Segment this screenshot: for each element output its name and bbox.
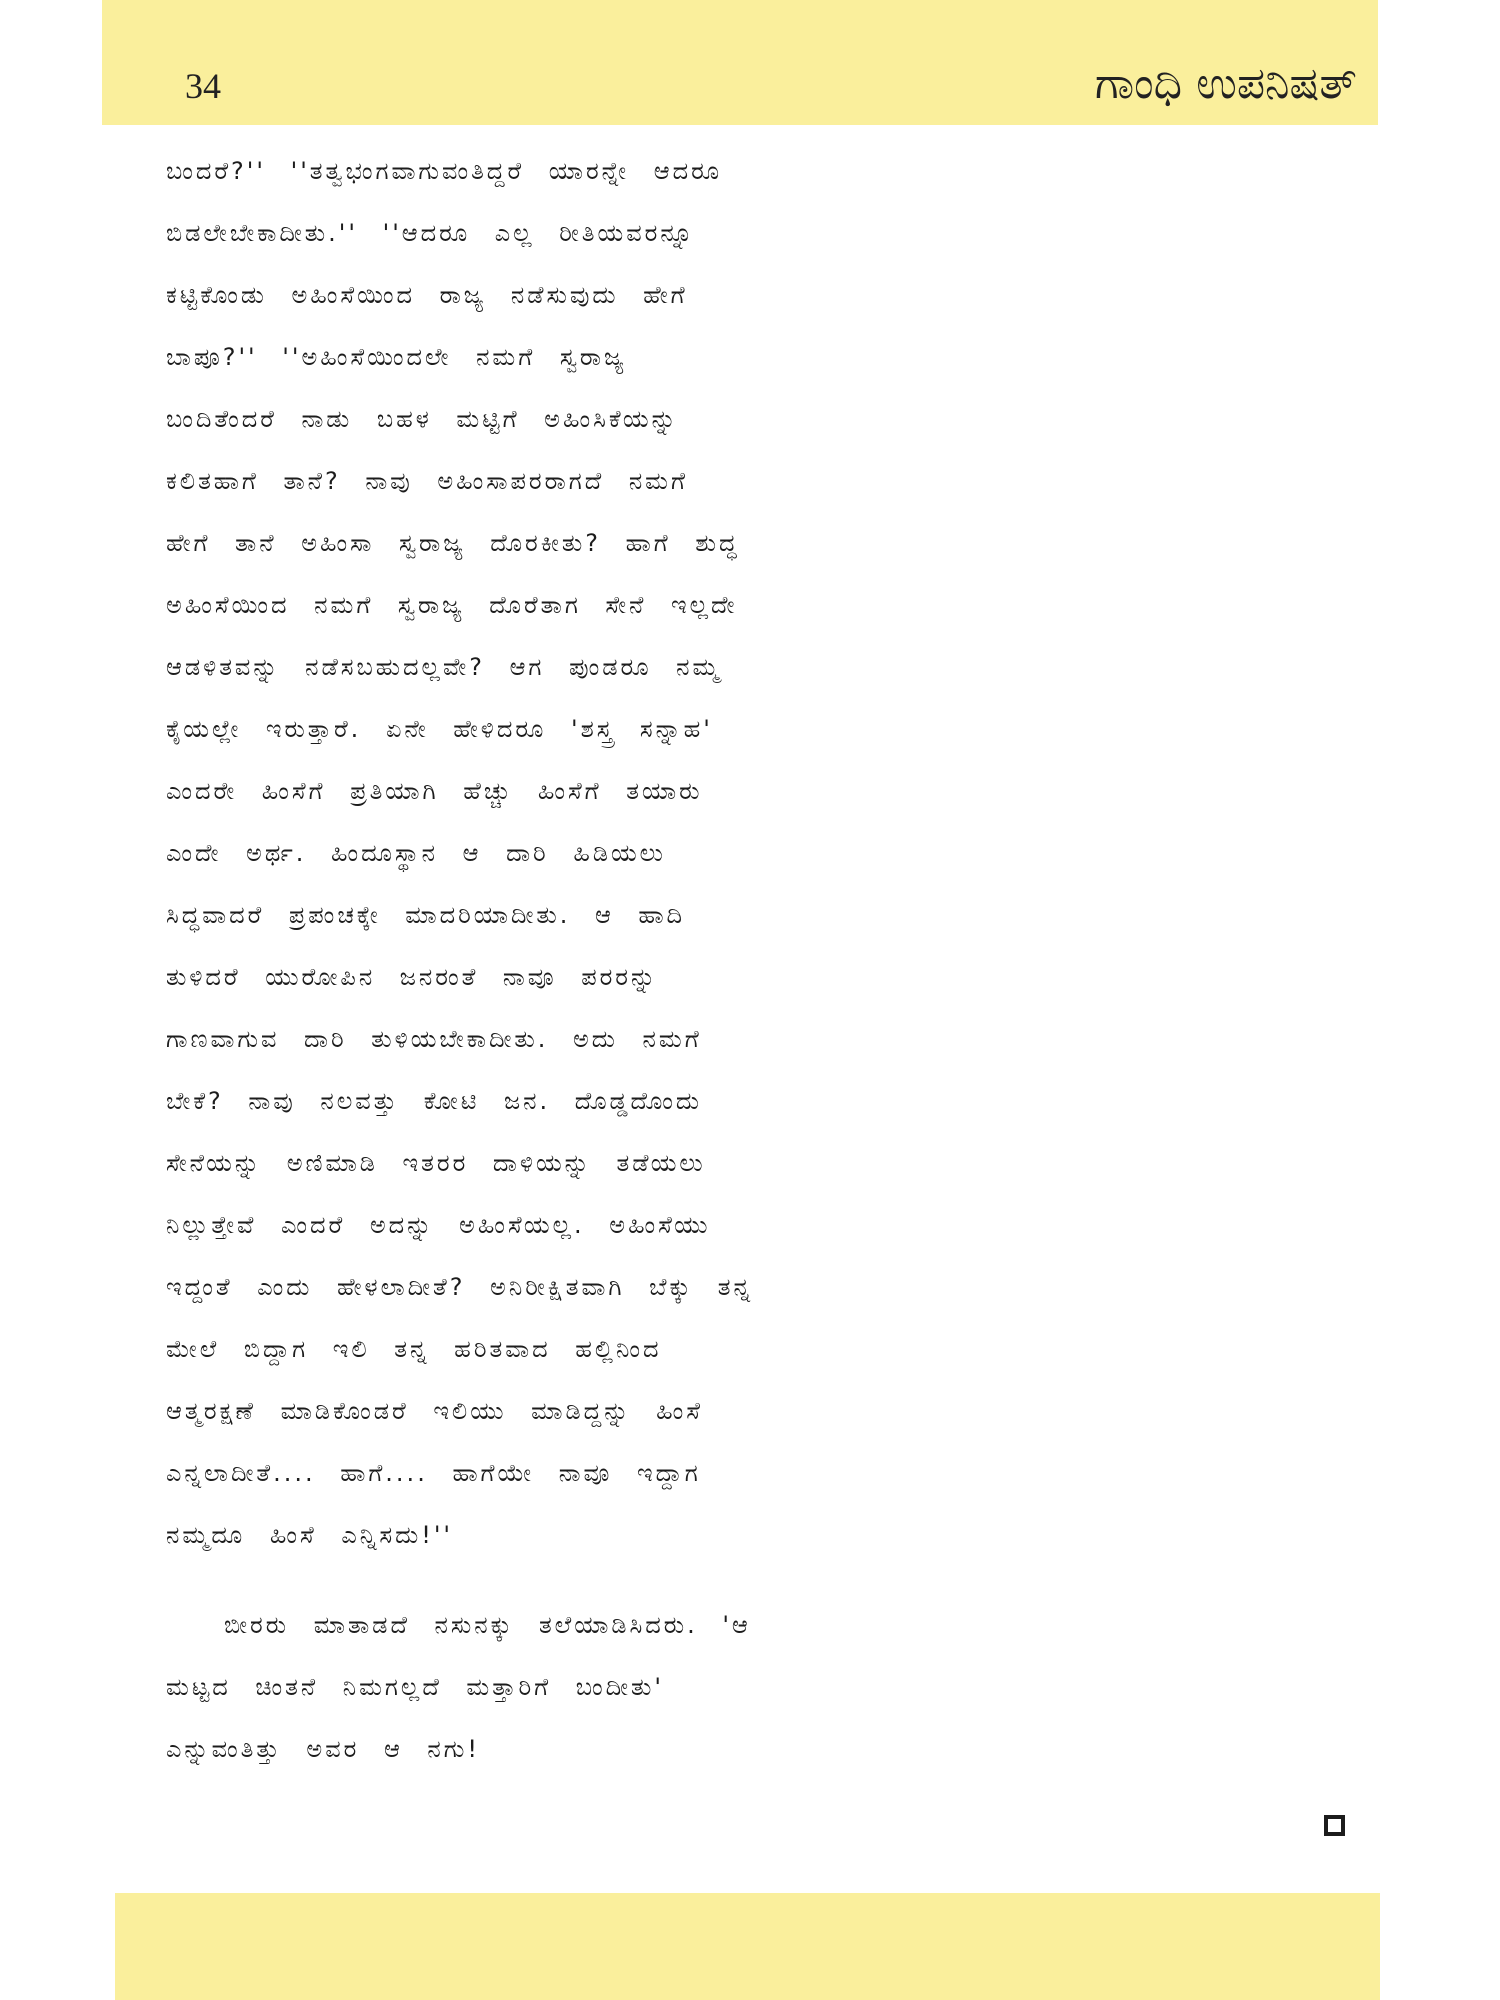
text-line: ಕಟ್ಟಿಕೊಂಡು ಅಹಿಂಸೆಯಿಂದ ರಾಜ್ಯ ನಡೆಸುವುದು ಹೇಗೆ — [166, 281, 688, 309]
text-line: ನಮ್ಮದೂ ಹಿಂಸೆ ಎನ್ನಿಸದು!'' — [166, 1521, 454, 1549]
end-of-chapter-mark — [1324, 1815, 1345, 1836]
text-line: ಕೈಯಲ್ಲೇ ಇರುತ್ತಾರೆ. ಏನೇ ಹೇಳಿದರೂ 'ಶಸ್ತ್ರ ಸನ್ನಾಹ' — [166, 715, 713, 743]
text-line: ಎಂದೇ ಅರ್ಥ. ಹಿಂದೂಸ್ಥಾನ ಆ ದಾರಿ ಹಿಡಿಯಲು — [166, 839, 666, 867]
text-line: ಮಟ್ಟದ ಚಿಂತನೆ ನಿಮಗಲ್ಲದೆ ಮತ್ತಾರಿಗೆ ಬಂದೀತು' — [166, 1673, 664, 1701]
text-line: ಹೇಗೆ ತಾನೆ ಅಹಿಂಸಾ ಸ್ವರಾಜ್ಯ ದೊರಕೀತು? ಹಾಗೆ ಶುದ್ಧ — [166, 529, 740, 557]
text-line: ಬಾಪೂ?'' ''ಅಹಿಂಸೆಯಿಂದಲೇ ನಮಗೆ ಸ್ವರಾಜ್ಯ — [166, 343, 627, 371]
text-line: ನಿಲ್ಲುತ್ತೇವೆ ಎಂದರೆ ಅದನ್ನು ಅಹಿಂಸೆಯಲ್ಲ. ಅಹಿಂಸೆಯು — [166, 1211, 711, 1239]
text-line: ಬಿಡಲೇಬೇಕಾದೀತು.'' ''ಆದರೂ ಎಲ್ಲ ರೀತಿಯವರನ್ನೂ — [166, 219, 696, 247]
text-line: ತುಳಿದರೆ ಯುರೋಪಿನ ಜನರಂತೆ ನಾವೂ ಪರರನ್ನು — [166, 963, 659, 991]
text-line: ಮೇಲೆ ಬಿದ್ದಾಗ ಇಲಿ ತನ್ನ ಹರಿತವಾದ ಹಲ್ಲಿನಿಂದ — [166, 1335, 662, 1363]
text-line: ಕಲಿತಹಾಗೆ ತಾನೆ? ನಾವು ಅಹಿಂಸಾಪರರಾಗದೆ ನಮಗೆ — [166, 467, 688, 495]
body-text — [166, 140, 1376, 1780]
text-line: ಎಂದರೇ ಹಿಂಸೆಗೆ ಪ್ರತಿಯಾಗಿ ಹೆಚ್ಚು ಹಿಂಸೆಗೆ ತಯಾರು — [166, 777, 703, 805]
running-title: ಗಾಂಧಿ ಉಪನಿಷತ್ — [1094, 58, 1357, 109]
paragraph — [166, 140, 1376, 1566]
text-line: ಎನ್ನಲಾದೀತೆ.... ಹಾಗೆ.... ಹಾಗೆಯೇ ನಾವೂ ಇದ್ದಾಗ — [166, 1459, 701, 1487]
text-line: ಸೇನೆಯನ್ನು ಅಣಿಮಾಡಿ ಇತರರ ದಾಳಿಯನ್ನು ತಡೆಯಲು — [166, 1149, 706, 1177]
text-line: ಬಂದಿತೆಂದರೆ ನಾಡು ಬಹಳ ಮಟ್ಟಿಗೆ ಅಹಿಂಸಿಕೆಯನ್ನು — [166, 405, 679, 433]
text-line: ಆಡಳಿತವನ್ನು ನಡೆಸಬಹುದಲ್ಲವೇ? ಆಗ ಪುಂಡರೂ ನಮ್ಮ — [166, 653, 722, 681]
paragraph — [166, 1594, 1376, 1780]
page-number: 34 — [185, 66, 221, 106]
text-line: ಬೇಕೆ? ನಾವು ನಲವತ್ತು ಕೋಟಿ ಜನ. ದೊಡ್ಡದೊಂದು — [166, 1087, 703, 1115]
text-line: ಬೀರರು ಮಾತಾಡದೆ ನಸುನಕ್ಕು ತಲೆಯಾಡಿಸಿದರು. 'ಆ — [224, 1611, 751, 1639]
text-line: ಆತ್ಮರಕ್ಷಣೆ ಮಾಡಿಕೊಂಡರೆ ಇಲಿಯು ಮಾಡಿದ್ದನ್ನು ಹಿಂಸೆ — [166, 1397, 703, 1425]
footer-band — [115, 1893, 1380, 2000]
paragraph-gap — [166, 1566, 1376, 1594]
text-line: ಇದ್ದಂತೆ ಎಂದು ಹೇಳಲಾದೀತೆ? ಅನಿರೀಕ್ಷಿತವಾಗಿ ಬೆಕ್ಕು ತನ್ನ — [166, 1273, 754, 1301]
text-line: ಅಹಿಂಸೆಯಿಂದ ನಮಗೆ ಸ್ವರಾಜ್ಯ ದೊರೆತಾಗ ಸೇನೆ ಇಲ್ಲದೇ — [166, 591, 738, 619]
text-line: ಎನ್ನುವಂತಿತ್ತು ಅವರ ಆ ನಗು! — [166, 1735, 481, 1763]
text-line: ಸಿದ್ಧವಾದರೆ ಪ್ರಪಂಚಕ್ಕೇ ಮಾದರಿಯಾದೀತು. ಆ ಹಾದಿ — [166, 901, 686, 929]
text-line: ಬಂದರೆ?'' ''ತತ್ವಭಂಗವಾಗುವಂತಿದ್ದರೆ ಯಾರನ್ನೇ ಆದರೂ — [166, 157, 723, 185]
text-line: ಗಾಣವಾಗುವ ದಾರಿ ತುಳಿಯಬೇಕಾದೀತು. ಅದು ನಮಗೆ — [166, 1025, 702, 1053]
